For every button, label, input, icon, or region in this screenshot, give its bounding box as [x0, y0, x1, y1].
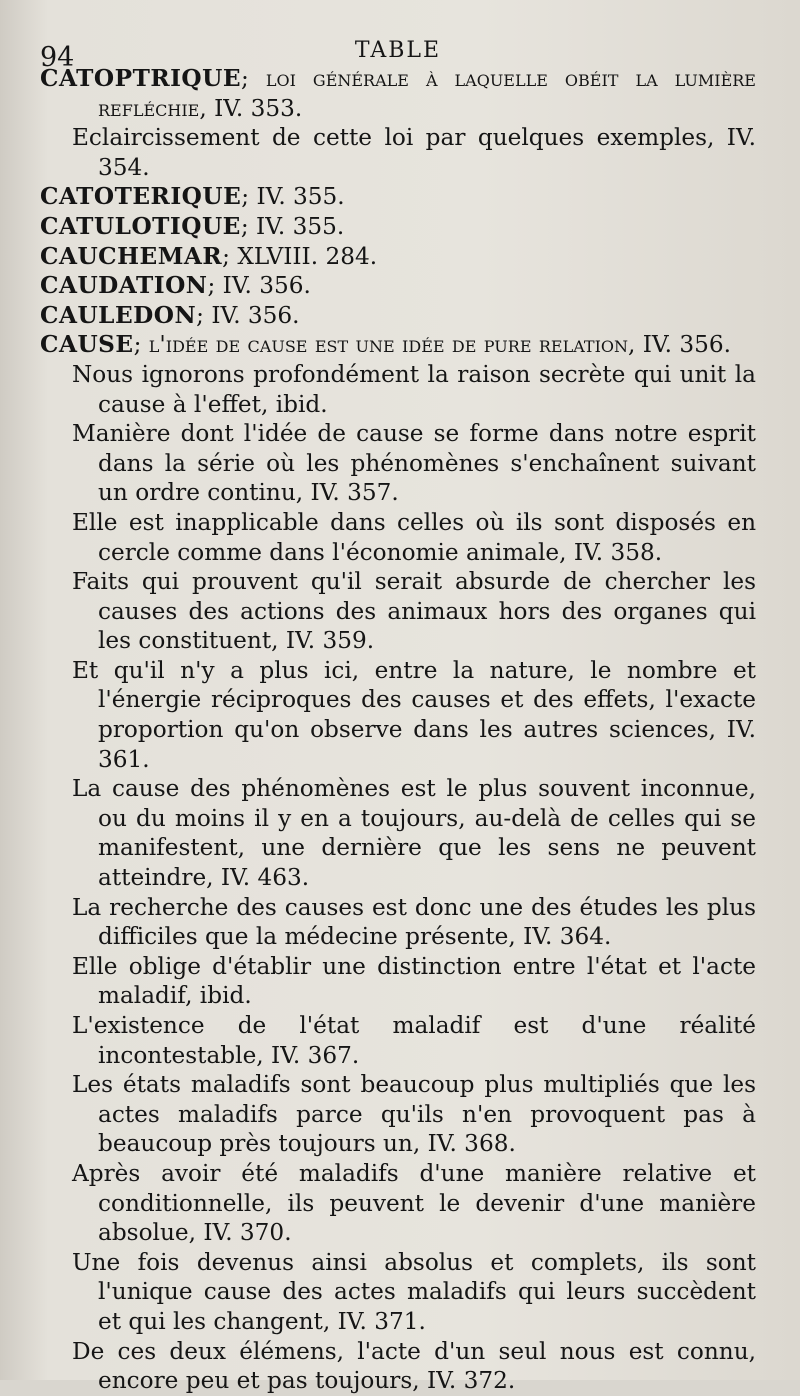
index-subentry [40, 123, 756, 182]
index-subentry [40, 1248, 756, 1337]
index-subentry [40, 567, 756, 656]
page-header [40, 32, 756, 73]
index-subentry [40, 774, 756, 892]
index-subentry [40, 656, 756, 774]
headword: CAUCHEMAR [40, 242, 223, 270]
entry-text: La cause des phénomènes est le plus souvent inconnue, ou du moins il y en a toujours, au-delà de celles qui se manifestent, une dernière que les sens ne peuvent atteindre, IV. 463. [72, 775, 756, 892]
entry-text: ; l'idée de cause est une idée de pure relation, IV. 356. [133, 331, 731, 359]
index-headword-entry [40, 182, 756, 212]
headword: CAULEDON [40, 301, 197, 329]
entry-text: ; loi générale à laquelle obéit la lumière refléchie, IV. 353. [98, 65, 756, 122]
entry-text: Elle est inapplicable dans celles où ils sont disposés en cercle comme dans l'économie animale, IV. 358. [72, 508, 756, 566]
entry-text: Et qu'il n'y a plus ici, entre la nature, le nombre et l'énergie réciproques des causes et des effets, l'exacte proportion qu'on observe dans les autres sciences, IV. 361. [72, 656, 756, 773]
entry-text: Eclaircissement de cette loi par quelques exemples, IV. 354. [72, 124, 756, 181]
headword: CAUSE [40, 331, 134, 359]
index-subentry [40, 360, 756, 419]
headword: CATULOTIQUE [40, 212, 241, 240]
headword: CAUDATION [40, 272, 208, 300]
entry-text: ; XLVIII. 284. [222, 242, 378, 270]
entry-text: Faits qui prouvent qu'il serait absurde de chercher les causes des actions des animaux hors des organes qui les constituent, IV. 359. [72, 568, 756, 655]
page-number: 94 [40, 42, 75, 73]
entry-text: Après avoir été maladifs d'une manière relative et conditionnelle, ils peuvent le devenir d'une manière absolue, IV. 370. [72, 1159, 756, 1247]
index-subentry [40, 419, 756, 508]
index-headword-entry [40, 271, 756, 301]
running-title: TABLE [354, 38, 442, 63]
index-headword-entry [40, 301, 756, 331]
index-headword-entry [40, 212, 756, 242]
entry-text: De ces deux élémens, l'acte d'un seul nous est connu, encore peu et pas toujours, IV. 372. [72, 1337, 756, 1395]
headword: CATOTERIQUE [40, 183, 242, 211]
entry-text: L'existence de l'état maladif est d'une réalité incontestable, IV. 367. [72, 1012, 756, 1069]
entry-text: Elle oblige d'établir une distinction entre l'état et l'acte maladif, ibid. [72, 952, 756, 1010]
entry-text: Nous ignorons profondément la raison secrète qui unit la cause à l'effet, ibid. [72, 360, 756, 418]
index-subentry [40, 952, 756, 1011]
entry-text: ; IV. 356. [196, 301, 300, 329]
index-subentry [40, 1011, 756, 1070]
index-headword-entry [40, 330, 756, 360]
index-subentry [40, 1070, 756, 1159]
entry-text: Les états maladifs sont beaucoup plus multipliés que les actes maladifs parce qu'ils n'en provoquent pas à beaucoup près toujours un, IV. 368. [72, 1071, 756, 1158]
index-subentry [40, 893, 756, 952]
entry-text: ; IV. 355. [240, 212, 345, 240]
entry-text: Manière dont l'idée de cause se forme dans notre esprit dans la série où les phénomènes s'enchaînent suivant un ordre continu, IV. 357. [72, 420, 756, 507]
index-subentry [40, 508, 756, 567]
entry-text: ; IV. 355. [241, 183, 345, 211]
entry-text: Une fois devenus ainsi absolus et complets, ils sont l'unique cause des actes maladifs qui leurs succèdent et qui les changent, IV. 371. [72, 1248, 756, 1335]
index-entries [40, 64, 756, 1396]
index-headword-entry [40, 242, 756, 272]
index-subentry [40, 1337, 756, 1396]
index-subentry [40, 1159, 756, 1248]
index-headword-entry [40, 64, 756, 123]
entry-text: La recherche des causes est donc une des études les plus difficiles que la médecine présente, IV. 364. [72, 893, 756, 951]
headword: CATOPTRIQUE [40, 65, 242, 92]
entry-text: ; IV. 356. [207, 272, 311, 300]
